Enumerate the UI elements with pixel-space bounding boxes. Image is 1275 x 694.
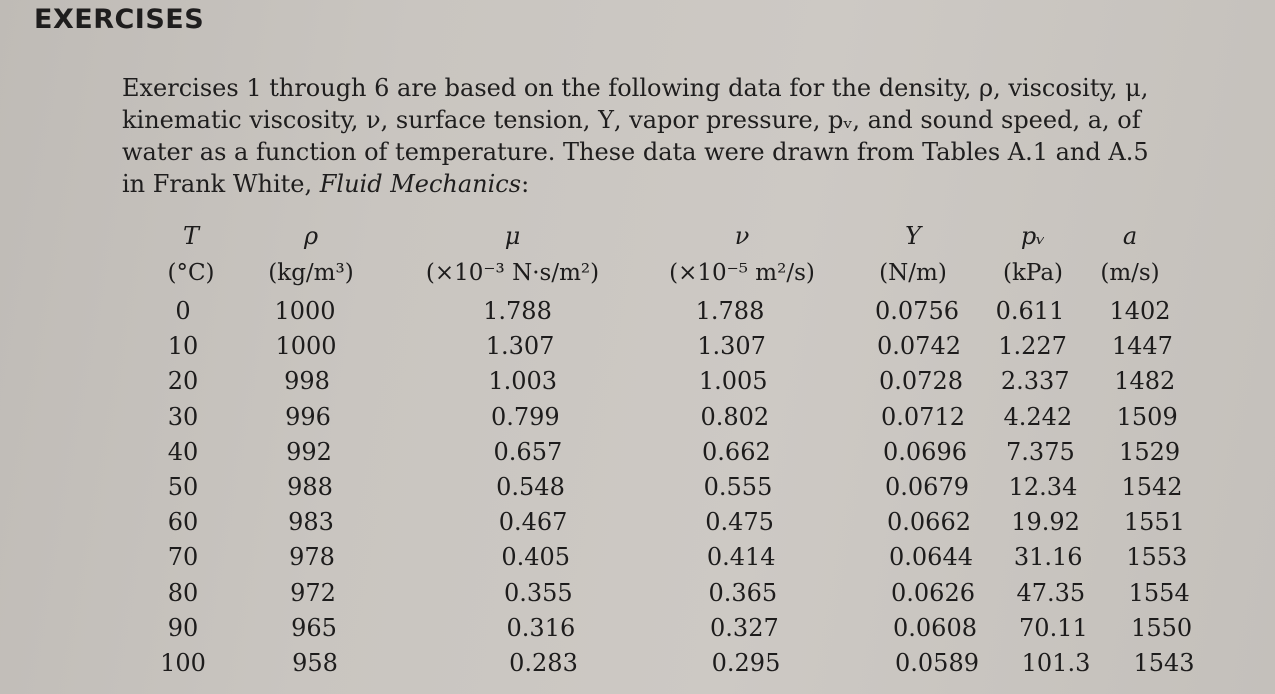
cell-sound-speed: 1542 [1121, 473, 1183, 501]
cell-vapor-pressure: 101.3 [1021, 649, 1091, 677]
cell-density: 992 [286, 437, 332, 466]
cell-sound-speed: 1554 [1128, 578, 1190, 607]
cell-vapor-pressure: 31.16 [1013, 543, 1083, 572]
cell-temperature: 60 [167, 508, 199, 537]
cell-vapor-pressure: 0.611 [995, 297, 1065, 325]
intro-line-2: kinematic viscosity, ν, surface tension, Υ, vapor pressure, pᵥ, and sound speed, a, of [122, 106, 1141, 134]
cell-viscosity: 1.307 [485, 332, 555, 361]
cell-temperature: 50 [167, 473, 199, 501]
cell-vapor-pressure: 1.227 [998, 332, 1067, 361]
cell-vapor-pressure: 4.242 [1003, 402, 1073, 431]
cell-density: 988 [287, 473, 333, 501]
cell-surface-tension: 0.0608 [893, 613, 977, 642]
cell-temperature: 80 [167, 578, 199, 607]
cell-vapor-pressure: 19.92 [1011, 508, 1080, 537]
cell-density: 958 [292, 649, 338, 677]
cell-kinematic-viscosity: 0.475 [705, 508, 774, 537]
intro-line-1: Exercises 1 through 6 are based on the following data for the density, ρ, viscosity, μ, [122, 74, 1149, 102]
cell-sound-speed: 1550 [1131, 613, 1193, 642]
cell-temperature: 40 [167, 437, 199, 466]
cell-kinematic-viscosity: 0.662 [702, 437, 771, 466]
header-unit-sound-speed: (m/s) [1100, 260, 1160, 286]
cell-temperature: 90 [167, 613, 199, 642]
cell-viscosity: 0.548 [496, 473, 565, 501]
cell-sound-speed: 1447 [1111, 332, 1173, 361]
header-symbol-vapor-pressure: pᵥ [1020, 222, 1046, 250]
cell-viscosity: 0.799 [490, 402, 560, 431]
header-unit-density: (kg/m³) [268, 260, 354, 286]
cell-viscosity: 0.355 [503, 578, 573, 607]
cell-kinematic-viscosity: 0.414 [706, 543, 776, 572]
cell-sound-speed: 1482 [1114, 367, 1176, 396]
cell-temperature: 30 [167, 402, 199, 431]
cell-surface-tension: 0.0679 [885, 473, 969, 501]
header-symbol-kinematic-viscosity: ν [734, 222, 750, 250]
header-symbol-sound-speed: a [1122, 222, 1138, 250]
cell-kinematic-viscosity: 0.327 [710, 613, 779, 642]
cell-surface-tension: 0.0756 [875, 297, 959, 325]
cell-surface-tension: 0.0728 [879, 367, 963, 396]
cell-vapor-pressure: 2.337 [1000, 367, 1070, 396]
cell-kinematic-viscosity: 1.788 [695, 297, 765, 325]
header-unit-temperature: (°C) [167, 260, 215, 286]
intro-line-4-text: in Frank White, [122, 170, 320, 198]
cell-kinematic-viscosity: 1.005 [698, 367, 768, 396]
cell-vapor-pressure: 12.34 [1008, 473, 1078, 501]
cell-sound-speed: 1402 [1109, 297, 1171, 325]
cell-vapor-pressure: 47.35 [1016, 578, 1086, 607]
header-symbol-surface-tension: Υ [905, 222, 921, 250]
cell-temperature: 20 [167, 367, 199, 396]
intro-line-4-end: : [521, 170, 530, 198]
cell-sound-speed: 1529 [1119, 437, 1181, 466]
cell-surface-tension: 0.0644 [889, 543, 973, 572]
cell-density: 998 [284, 367, 330, 396]
cell-viscosity: 0.657 [493, 437, 563, 466]
header-symbol-density: ρ [303, 222, 319, 250]
cell-temperature: 10 [167, 332, 199, 361]
cell-temperature: 0 [175, 297, 191, 325]
header-unit-viscosity: (×10⁻³ N·s/m²) [425, 260, 600, 286]
intro-line-4 [122, 168, 1212, 200]
cell-density: 965 [291, 613, 337, 642]
cell-vapor-pressure: 7.375 [1006, 437, 1075, 466]
header-unit-kinematic-viscosity: (×10⁻⁵ m²/s) [669, 260, 815, 286]
cell-sound-speed: 1551 [1123, 508, 1185, 537]
header-symbol-temperature: T [182, 222, 199, 250]
cell-kinematic-viscosity: 0.802 [700, 402, 770, 431]
cell-kinematic-viscosity: 0.365 [708, 578, 778, 607]
cell-surface-tension: 0.0589 [895, 649, 979, 677]
cell-density: 1000 [274, 297, 336, 325]
cell-surface-tension: 0.0742 [877, 332, 961, 361]
header-symbol-viscosity: μ [504, 222, 521, 250]
header-unit-surface-tension: (N/m) [879, 260, 947, 286]
intro-line-3: water as a function of temperature. These data were drawn from Tables A.1 and A.5 [122, 138, 1149, 166]
cell-viscosity: 0.316 [506, 613, 576, 642]
cell-surface-tension: 0.0696 [883, 437, 967, 466]
cell-density: 1000 [275, 332, 337, 361]
cell-sound-speed: 1543 [1133, 649, 1195, 677]
book-title: Fluid Mechanics [319, 170, 522, 198]
cell-density: 978 [289, 543, 335, 572]
header-unit-vapor-pressure: (kPa) [1002, 260, 1064, 286]
cell-viscosity: 1.003 [488, 367, 558, 396]
cell-viscosity: 0.467 [498, 508, 568, 537]
cell-surface-tension: 0.0712 [881, 402, 965, 431]
cell-density: 972 [290, 578, 336, 607]
cell-density: 983 [288, 508, 334, 537]
cell-viscosity: 0.283 [509, 649, 578, 677]
cell-kinematic-viscosity: 0.295 [711, 649, 781, 677]
intro-paragraph [122, 72, 1212, 200]
water-properties-table [0, 222, 1275, 694]
cell-surface-tension: 0.0626 [891, 578, 975, 607]
cell-viscosity: 0.405 [501, 543, 571, 572]
cell-kinematic-viscosity: 0.555 [703, 473, 773, 501]
cell-temperature: 70 [167, 543, 199, 572]
cell-sound-speed: 1553 [1126, 543, 1188, 572]
cell-density: 996 [285, 402, 331, 431]
cell-vapor-pressure: 70.11 [1019, 613, 1088, 642]
cell-temperature: 100 [160, 649, 206, 677]
cell-sound-speed: 1509 [1116, 402, 1178, 431]
cell-surface-tension: 0.0662 [887, 508, 971, 537]
section-heading: EXERCISES [34, 4, 205, 35]
cell-kinematic-viscosity: 1.307 [697, 332, 766, 361]
cell-viscosity: 1.788 [483, 297, 552, 325]
